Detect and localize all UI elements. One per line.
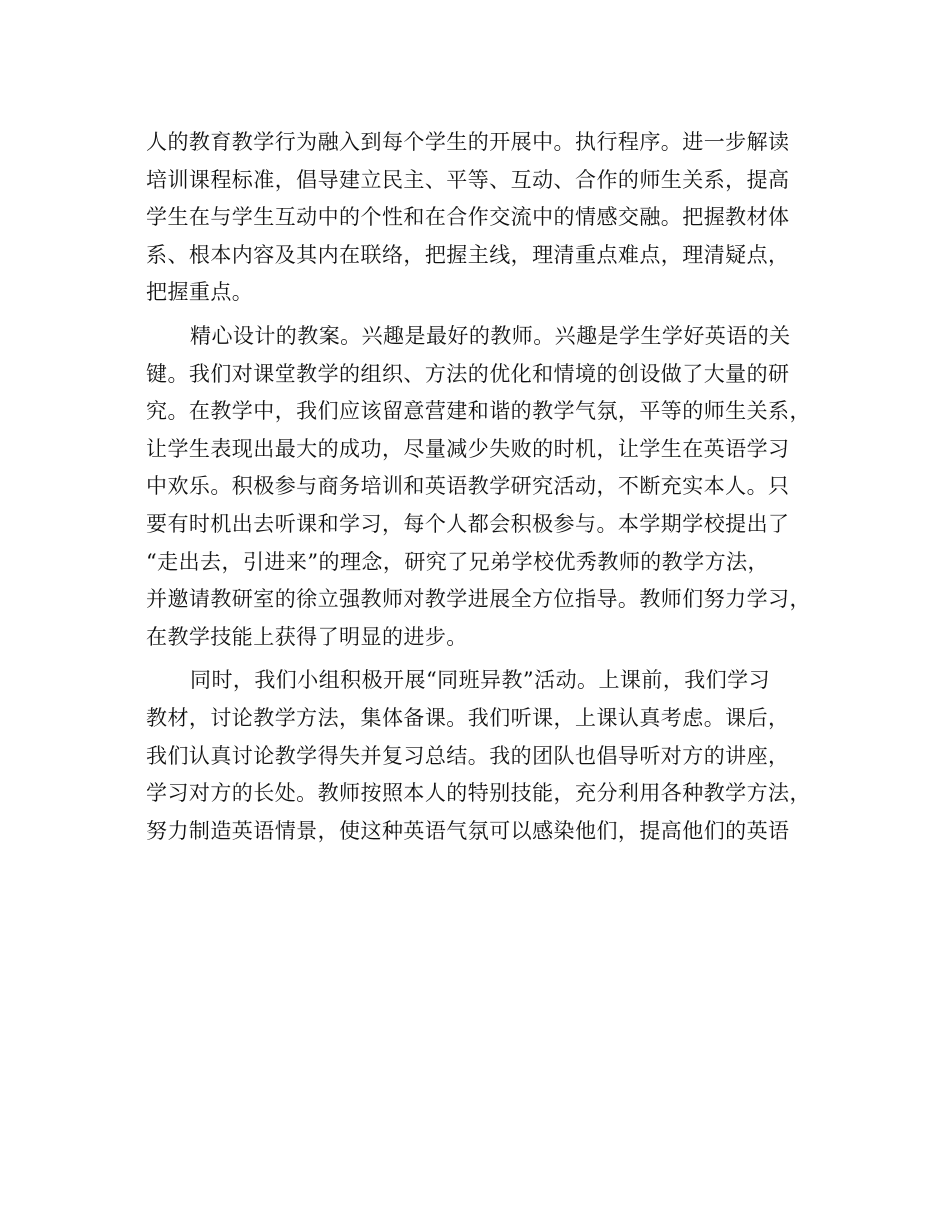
paragraph-3 [146,662,826,850]
paragraph-line: 中欢乐。积极参与商务培训和英语教学研究活动，不断充实本人。只 [146,474,790,499]
paragraph-line: 把握重点。 [146,280,254,305]
paragraph-line: “走出去，引进来”的理念，研究了兄弟学校优秀教师的教学方法， [146,549,769,574]
paragraph-line: 并邀请教研室的徐立强教师对教学进展全方位指导。教师们努力学习， [146,587,811,612]
paragraph-line: 系、根本内容及其内在联络，把握主线，理清重点难点，理清疑点， [146,242,790,267]
paragraph-line: 在教学技能上获得了明显的进步。 [146,624,468,649]
paragraph-line: 我们认真讨论教学得失并复习总结。我的团队也倡导听对方的讲座， [146,743,790,768]
document-body [146,124,826,850]
paragraph-line: 努力制造英语情景，使这种英语气氛可以感染他们，提高他们的英语 [146,818,790,843]
paragraph-line: 精心设计的教案。兴趣是最好的教师。兴趣是学生学好英语的关 [190,323,791,348]
paragraph-line: 究。在教学中，我们应该留意营建和谐的教学气氛，平等的师生关系， [146,399,811,424]
paragraph-line: 键。我们对课堂教学的组织、方法的优化和情境的创设做了大量的研 [146,361,790,386]
paragraph-line: 人的教育教学行为融入到每个学生的开展中。执行程序。进一步解读 [146,130,790,154]
paragraph-line: 让学生表现出最大的成功，尽量减少失败的时机，让学生在英语学习 [146,436,790,461]
paragraph-2 [146,318,826,656]
paragraph-line: 教材，讨论教学方法，集体备课。我们听课，上课认真考虑。课后， [146,705,790,730]
paragraph-1 [146,124,826,312]
paragraph-line: 培训课程标准，倡导建立民主、平等、互动、合作的师生关系，提高 [146,167,790,192]
paragraph-line: 学生在与学生互动中的个性和在合作交流中的情感交融。把握教材体 [146,205,790,230]
paragraph-line: 同时，我们小组积极开展“同班异教”活动。上课前，我们学习 [190,668,771,693]
paragraph-line: 要有时机出去听课和学习，每个人都会积极参与。本学期学校提出了 [146,511,790,536]
paragraph-line: 学习对方的长处。教师按照本人的特别技能，充分利用各种教学方法， [146,781,811,806]
